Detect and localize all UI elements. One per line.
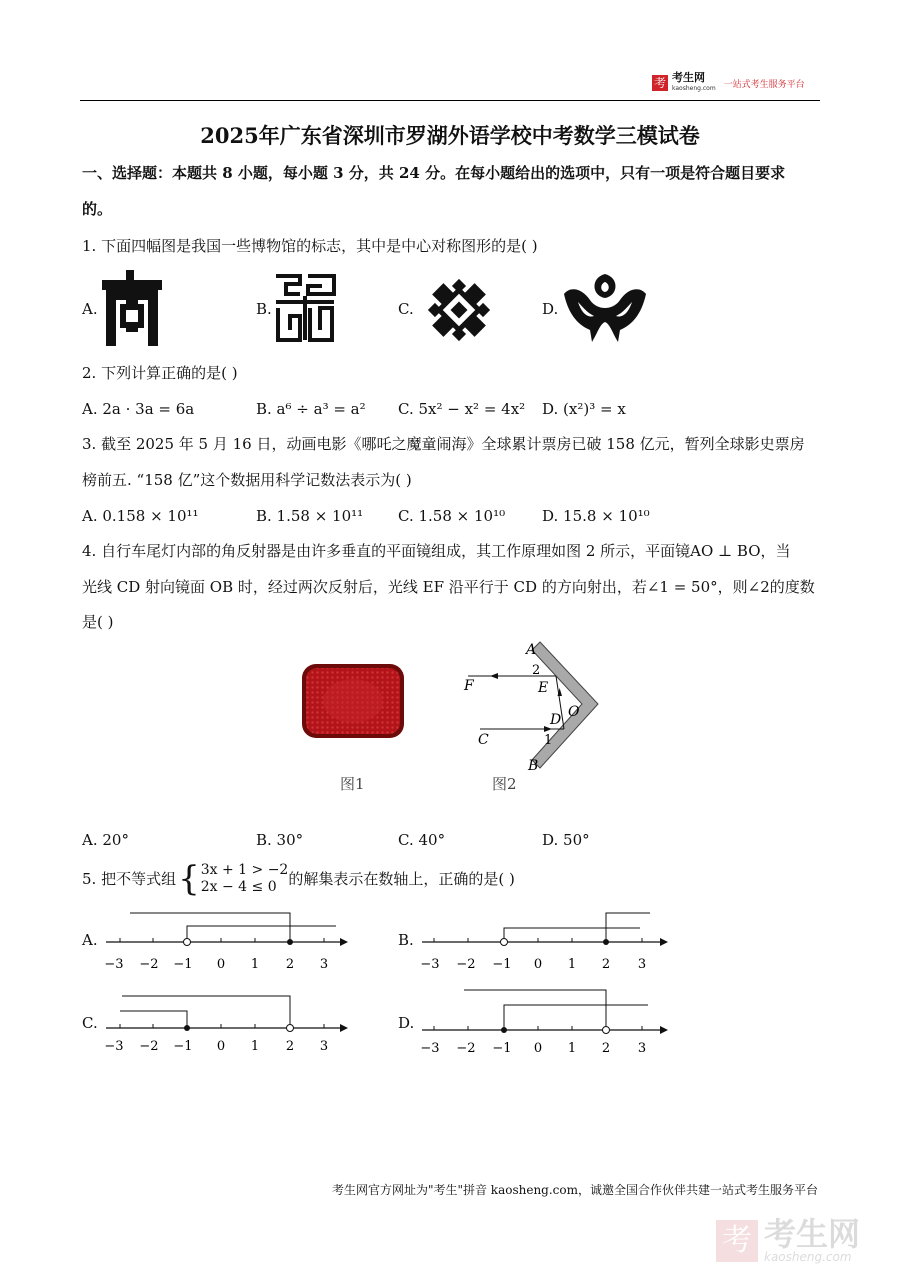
svg-text:−1: −1 [492, 957, 512, 972]
q4-stem-line2: 光线 CD 射向镜面 OB 时，经过两次反射后，光线 EF 沿平行于 CD 的方向射出，若∠1 = 50°，则∠2的度数 [82, 578, 815, 596]
q3-option-a: A. 0.158 × 10¹¹ [82, 507, 199, 525]
q1-option-d-logo [560, 272, 650, 344]
svg-text:3: 3 [319, 957, 329, 972]
fig2-label-angle2: 2 [532, 663, 541, 678]
watermark-logo-icon: 考 [716, 1220, 758, 1262]
fig2-label-f: F [464, 678, 474, 694]
fig2-label-o: O [568, 704, 580, 720]
svg-text:3: 3 [637, 957, 647, 972]
q4-figure2-caption: 图2 [492, 775, 517, 793]
svg-text:−3: −3 [420, 1041, 440, 1056]
svg-text:1: 1 [567, 1041, 577, 1056]
svg-text:2: 2 [285, 957, 295, 972]
q5-stem-prefix: 5. 把不等式组 [82, 870, 177, 888]
q4-stem-line1: 4. 自行车尾灯内部的角反射器是由许多垂直的平面镜组成，其工作原理如图 2 所示，平面镜AO ⊥ BO，当 [82, 542, 791, 560]
q5-option-a-label: A. [82, 931, 98, 949]
section-heading-line2: 的。 [82, 200, 113, 218]
q3-stem-line2: 榜前五. “158 亿”这个数据用科学记数法表示为( ) [82, 471, 412, 489]
q1-stem: 1. 下面四幅图是我国一些博物馆的标志，其中是中心对称图形的是( ) [82, 237, 538, 255]
q1-option-b-logo [272, 272, 338, 344]
q3-option-c: C. 1.58 × 10¹⁰ [398, 507, 506, 525]
q5-option-a-numberline [100, 905, 350, 975]
svg-text:0: 0 [533, 957, 543, 972]
brand-domain: kaosheng.com [672, 85, 716, 92]
q2-option-d: D. (x²)³ = x [542, 400, 626, 418]
watermark-domain: kaosheng.com [764, 1250, 852, 1264]
section-heading-line1: 一、选择题：本题共 8 小题，每小题 3 分，共 24 分。在每小题给出的选项中，只有一项是符合题目要求 [82, 164, 786, 182]
q5-option-b-numberline [416, 905, 672, 975]
svg-text:−3: −3 [104, 1039, 124, 1054]
brand-name: 考生网 kaosheng.com [672, 71, 716, 92]
q1-option-a-logo [96, 270, 168, 346]
svg-text:2: 2 [285, 1039, 295, 1054]
svg-text:−1: −1 [173, 1039, 193, 1054]
svg-text:1: 1 [250, 1039, 260, 1054]
fig2-label-angle1: 1 [544, 733, 553, 748]
brand-logo-icon: 考 [653, 76, 666, 90]
q5-stem-suffix: 的解集表示在数轴上，正确的是( ) [288, 870, 515, 888]
svg-text:−2: −2 [139, 957, 159, 972]
fig2-label-d: D [550, 712, 562, 728]
q1-option-c-label: C. [398, 300, 414, 318]
svg-text:0: 0 [533, 1041, 543, 1056]
svg-text:−2: −2 [456, 1041, 476, 1056]
q5-stem [82, 859, 515, 899]
footer-note: 考生网官方网址为"考生"拼音 kaosheng.com，诚邀全国合作伙伴共建一站式考生服务平台 [331, 1183, 818, 1197]
svg-text:1: 1 [250, 957, 260, 972]
svg-text:−1: −1 [492, 1041, 512, 1056]
svg-text:0: 0 [216, 957, 226, 972]
svg-text:1: 1 [567, 957, 577, 972]
fig2-label-c: C [478, 732, 489, 748]
brace-icon: { [178, 859, 200, 899]
q3-option-b: B. 1.58 × 10¹¹ [256, 507, 364, 525]
q5-inequality-1: 3x + 1 > −2 [200, 862, 289, 878]
svg-text:0: 0 [216, 1039, 226, 1054]
q3-stem-line1: 3. 截至 2025 年 5 月 16 日，动画电影《哪吒之魔童闹海》全球累计票房已破 158 亿元，暂列全球影史票房 [82, 435, 805, 453]
fig2-label-a: A [526, 642, 537, 658]
q5-option-b-label: B. [398, 931, 414, 949]
svg-text:−2: −2 [456, 957, 476, 972]
q4-option-c: C. 40° [398, 831, 446, 849]
q2-option-c: C. 5x² − x² = 4x² [398, 400, 526, 418]
q1-option-d-label: D. [542, 300, 559, 318]
svg-text:−3: −3 [420, 957, 440, 972]
svg-text:3: 3 [319, 1039, 329, 1054]
q2-option-a: A. 2a · 3a = 6a [82, 400, 195, 418]
svg-text:3: 3 [637, 1041, 647, 1056]
q4-option-b: B. 30° [256, 831, 304, 849]
q1-option-a-label: A. [82, 300, 98, 318]
q4-stem-line3: 是( ) [82, 613, 114, 631]
brand-slogan: 一站式考生服务平台 [723, 79, 805, 90]
q5-inequality-system [201, 862, 289, 896]
header-brand [652, 72, 805, 94]
q3-option-d: D. 15.8 × 10¹⁰ [542, 507, 650, 525]
q1-option-c-logo [416, 268, 502, 352]
svg-text:2: 2 [601, 957, 611, 972]
page-title: 2025年广东省深圳市罗湖外语学校中考数学三模试卷 [200, 123, 700, 148]
q1-option-b-label: B. [256, 300, 272, 318]
watermark [716, 1215, 861, 1264]
watermark-text [764, 1215, 861, 1264]
q2-option-b: B. a⁶ ÷ a³ = a² [256, 400, 366, 418]
q4-figure1-reflector [300, 660, 406, 740]
q5-inequality-2: 2x − 4 ≤ 0 [200, 879, 277, 895]
q2-stem: 2. 下列计算正确的是( ) [82, 364, 238, 382]
fig2-label-b: B [528, 758, 539, 774]
q4-figure1-caption: 图1 [340, 775, 365, 793]
q4-option-d: D. 50° [542, 831, 590, 849]
q5-option-c-label: C. [82, 1014, 98, 1032]
q4-figure2-diagram [460, 640, 610, 776]
watermark-name: 考生网 [764, 1215, 861, 1253]
q5-option-d-label: D. [398, 1014, 415, 1032]
svg-text:−2: −2 [139, 1039, 159, 1054]
svg-text:−3: −3 [104, 957, 124, 972]
q5-option-d-numberline [416, 985, 672, 1057]
header-divider [80, 100, 820, 101]
q5-option-c-numberline [100, 987, 350, 1057]
fig2-label-e: E [538, 680, 549, 696]
q4-option-a: A. 20° [82, 831, 129, 849]
svg-text:−1: −1 [173, 957, 193, 972]
svg-text:2: 2 [601, 1041, 611, 1056]
